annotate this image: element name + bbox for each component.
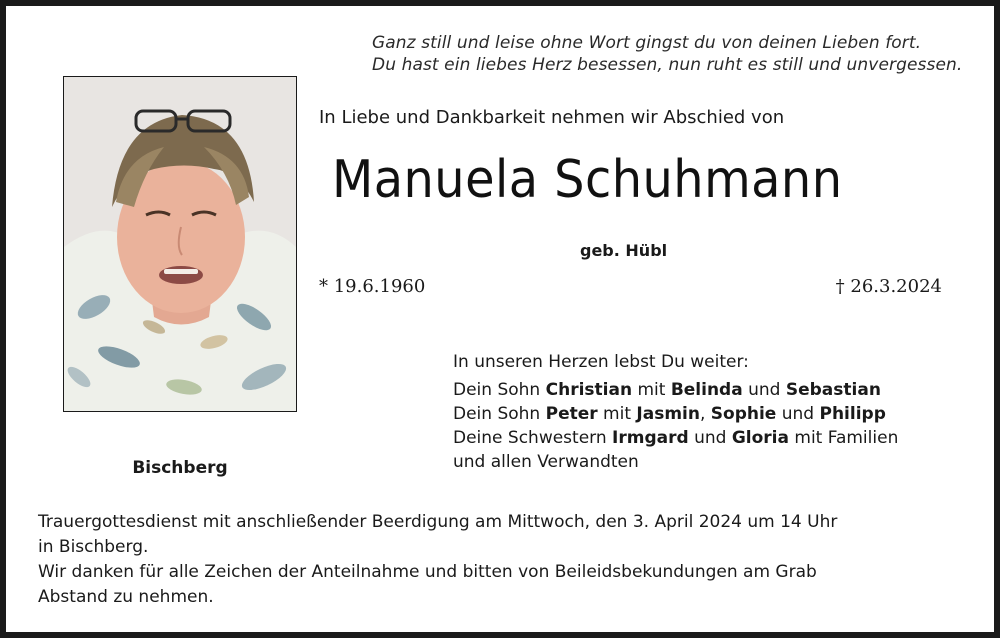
survivors-list <box>453 350 983 474</box>
survivor-text: mit <box>632 380 671 400</box>
survivor-text: und <box>742 380 786 400</box>
survivor-text: mit Familien <box>788 428 899 448</box>
survivor-name: Sophie <box>710 404 777 424</box>
verse-line-1: Ganz still und leise ohne Wort gingst du von deinen Lieben fort. <box>372 33 922 53</box>
survivor-lines <box>453 378 983 474</box>
survivor-name: Philipp <box>819 404 886 424</box>
survivor-text: und allen Verwandten <box>453 452 639 472</box>
survivor-name: Sebastian <box>785 380 881 400</box>
survivor-name: Belinda <box>670 380 743 400</box>
survivor-text: Dein Sohn <box>453 380 546 400</box>
service-line-4: Abstand zu nehmen. <box>38 587 214 607</box>
survivor-name: Irmgard <box>612 428 689 448</box>
service-details <box>38 510 978 610</box>
survivor-name: Jasmin <box>636 404 700 424</box>
survivor-text: und <box>776 404 820 424</box>
maiden-name: geb. Hübl <box>580 241 668 260</box>
birth-date: * 19.6.1960 <box>319 276 426 297</box>
intro-text: In Liebe und Dankbarkeit nehmen wir Abschied von <box>319 107 785 128</box>
survivor-name: Gloria <box>731 428 789 448</box>
survivor-text: Deine Schwestern <box>453 428 613 448</box>
service-line-2: in Bischberg. <box>38 537 149 557</box>
survivor-text: , <box>699 404 711 424</box>
portrait-photo <box>63 76 297 412</box>
memorial-verse <box>372 32 972 76</box>
survivor-line <box>453 402 983 426</box>
service-line-1: Trauergottesdienst mit anschließender Beerdigung am Mittwoch, den 3. April 2024 um 14 Uhr <box>38 512 838 532</box>
service-line-3: Wir danken für alle Zeichen der Anteilnahme und bitten von Beileidsbekundungen am Grab <box>38 562 817 582</box>
survivor-line <box>453 378 983 402</box>
survivors-heading: In unseren Herzen lebst Du weiter: <box>453 352 749 372</box>
survivor-line <box>453 426 983 450</box>
survivor-text: und <box>688 428 732 448</box>
survivor-name: Peter <box>545 404 598 424</box>
death-date: † 26.3.2024 <box>835 276 942 297</box>
survivor-text: mit <box>597 404 637 424</box>
verse-line-2: Du hast ein liebes Herz besessen, nun ruht es still und unvergessen. <box>372 55 963 75</box>
portrait-illustration <box>64 77 296 411</box>
survivor-line <box>453 450 983 474</box>
survivor-name: Christian <box>545 380 633 400</box>
deceased-name: Manuela Schuhmann <box>332 150 843 210</box>
survivor-text: Dein Sohn <box>453 404 546 424</box>
place-of-residence: Bischberg <box>132 458 228 478</box>
